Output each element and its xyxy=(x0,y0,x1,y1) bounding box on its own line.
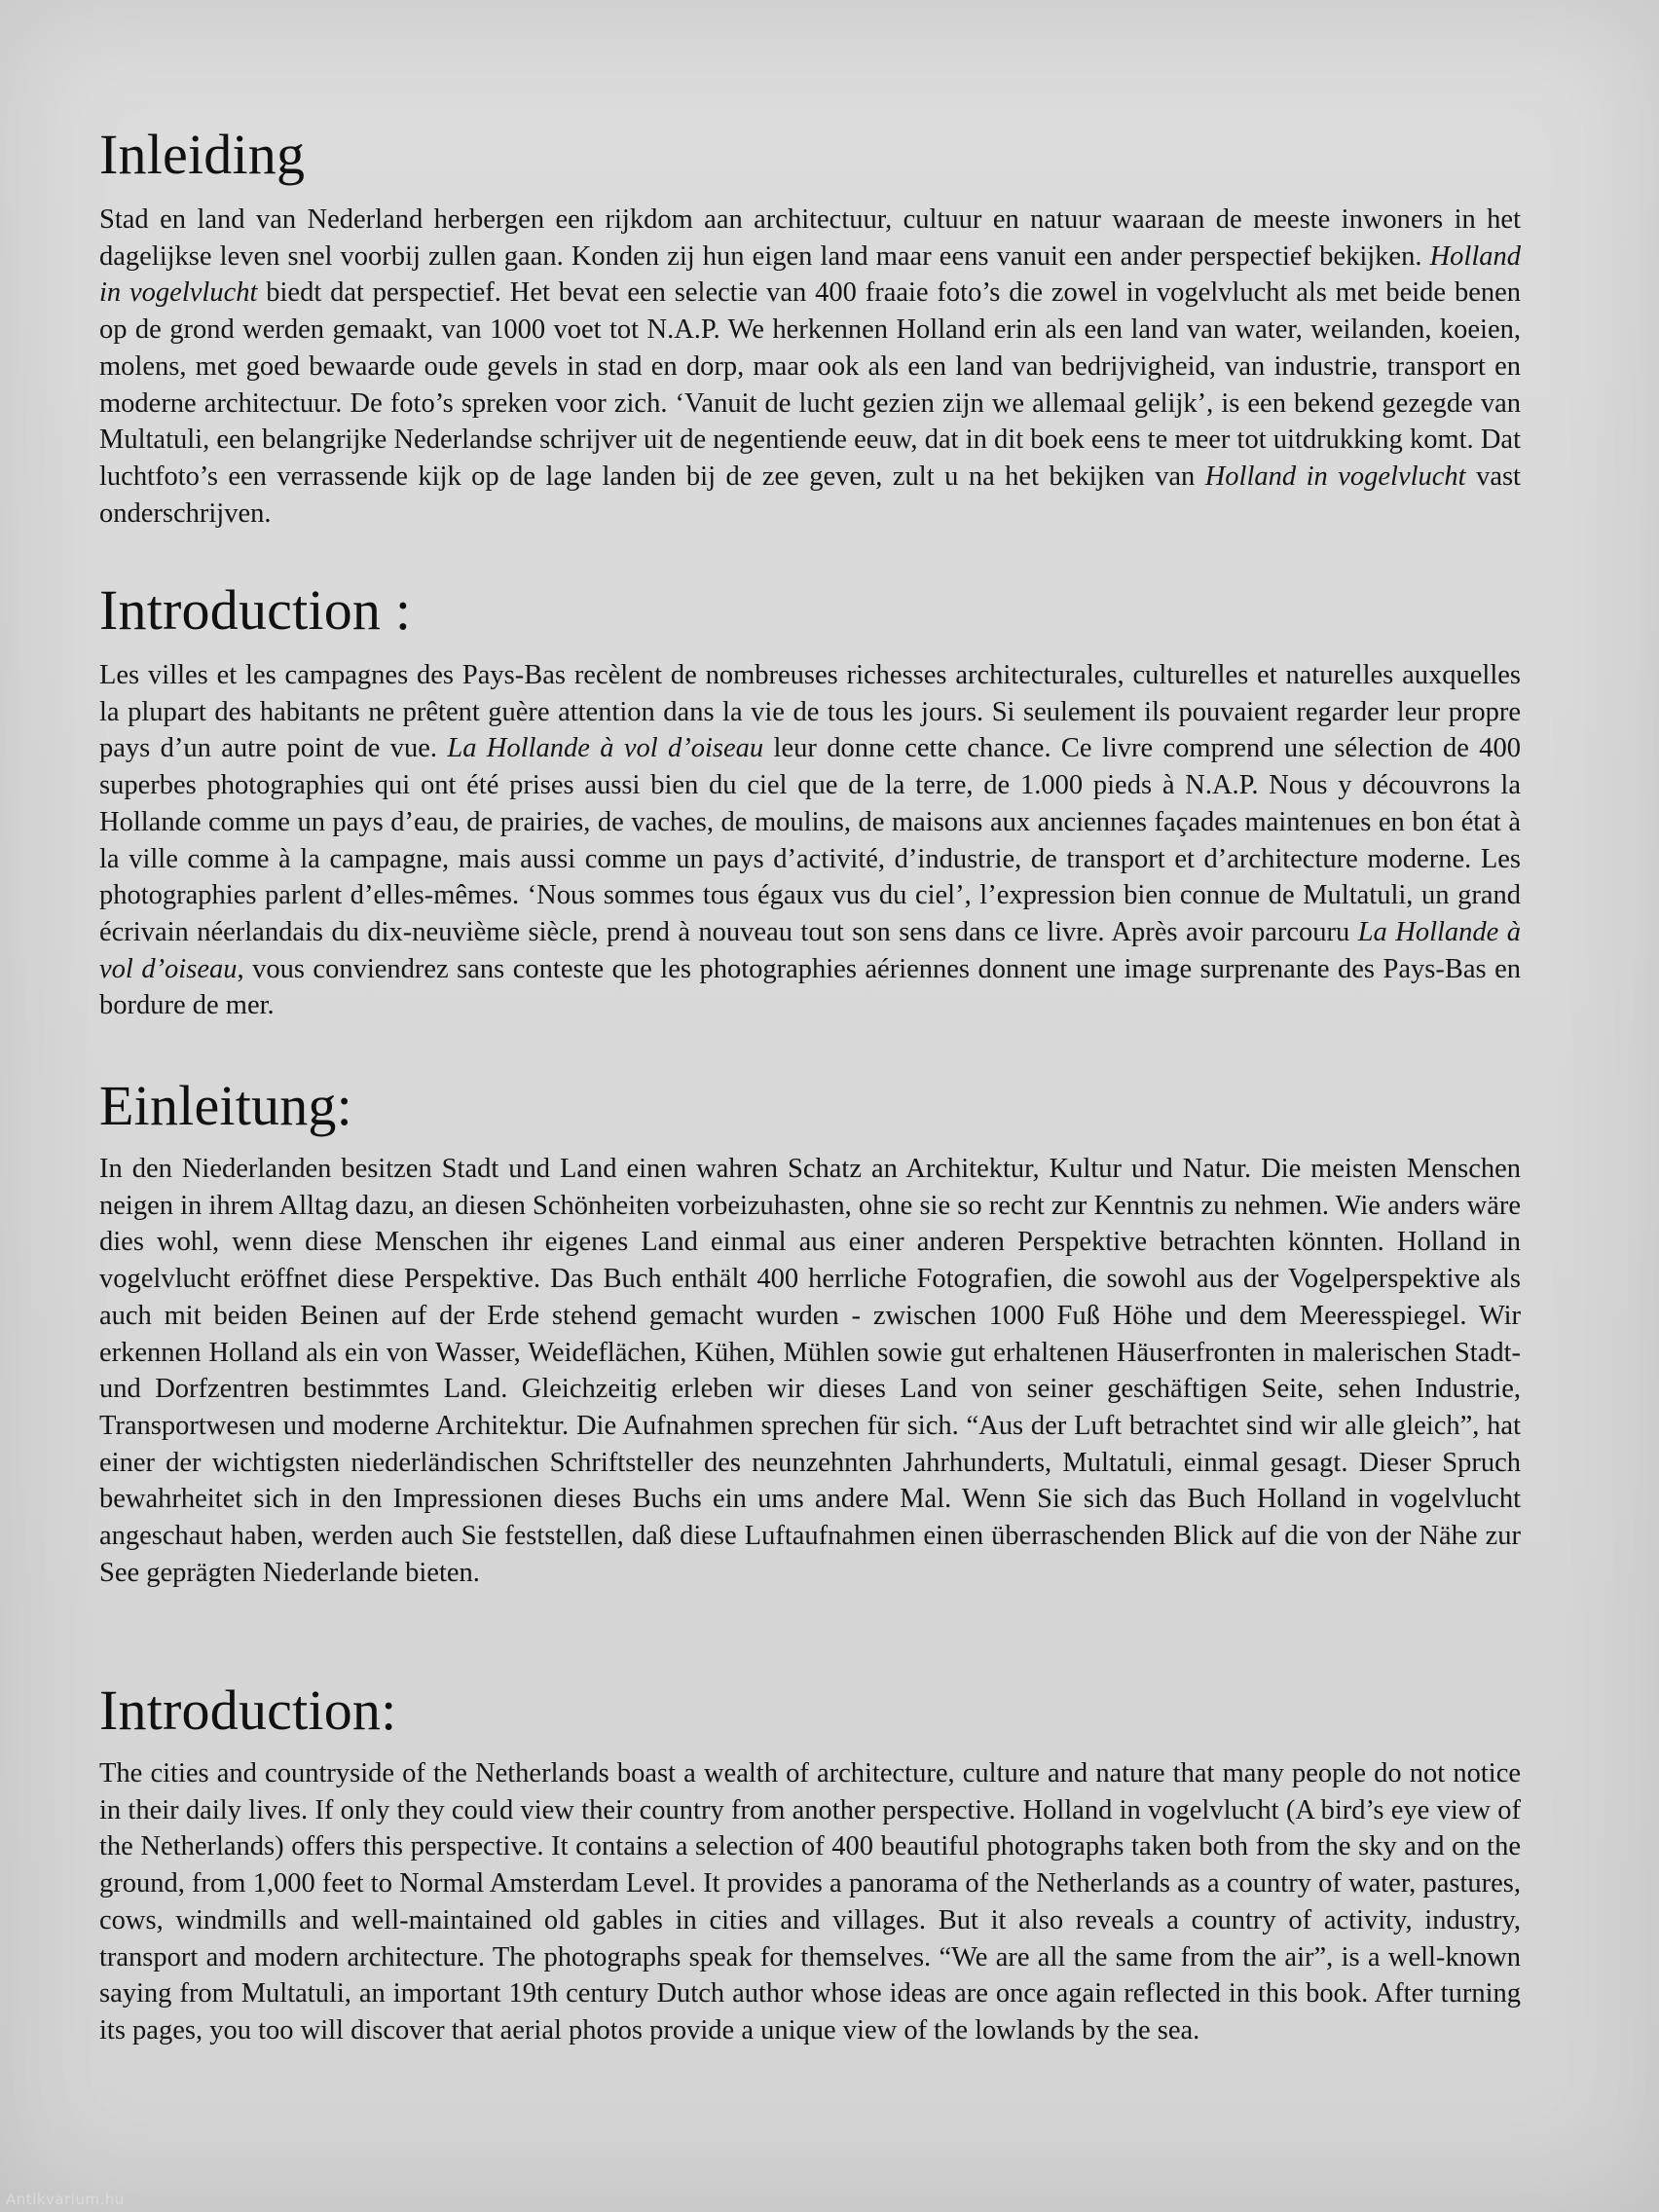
section-french xyxy=(99,578,1522,1024)
book-title: La Hollande à vol d’oiseau xyxy=(447,733,764,764)
section-english xyxy=(99,1678,1521,2049)
paragraph-german: In den Niederlanden besitzen Stadt und Land einen wahren Schatz an Architektur, Kultur und Natur. Die meisten Menschen neigen in ihrem Alltag dazu, an diesen Schönheiten vorbeizuhasten, ohne sie so recht zur Kenntnis zu nehmen. Wie anders wäre dies wohl, wenn diese Menschen ihr eigenes Land einmal aus einer anderen Perspektive betrachten könnten. Holland in vogelvlucht eröffnet diese Perspektive. Das Buch enthält 400 herrliche Fotografien, die sowohl aus der Vogelperspektive als auch mit beiden Beinen auf der Erde stehend gemacht wurden - zwischen 1000 Fuß Höhe und dem Meeresspiegel. Wir erkennen Holland als ein von Wasser, Weideflächen, Kühen, Mühlen sowie gut erhaltenen Häuserfronten in malerischen Stadt- und Dorfzentren bestimmtes Land. Gleichzeitig erleben wir dieses Land von seiner geschäftigen Seite, sehen Industrie, Transportwesen und moderne Architektur. Die Aufnahmen sprechen für sich. “Aus der Luft betrachtet sind wir alle gleich”, hat einer der wichtigsten niederländischen Schriftsteller des neunzehnten Jahrhunderts, Multatuli, einmal gesagt. Dieser Spruch bewahrheitet sich in den Impressionen dieses Buchs ein ums andere Mal. Wenn Sie sich das Buch Holland in vogelvlucht angeschaut haben, werden auch Sie feststellen, daß diese Luftaufnahmen einen überraschenden Blick auf die von der Nähe zur See geprägten Niederlande bieten. xyxy=(99,1154,1521,1588)
section-german xyxy=(99,1074,1521,1591)
text-run: biedt dat perspectief. Het bevat een selectie van 400 fraaie foto’s die zowel in vogelvlucht als met beide benen op de grond werden gemaakt, van 1000 voet tot N.A.P. We herkennen Holland erin als een land van water, weilanden, koeien, molens, met goed bewaarde oude gevels in stad en dorp, maar ook als een land van bedrijvigheid, van industrie, transport en moderne architectuur. De foto’s spreken voor zich. ‘Vanuit de lucht gezien zijn we allemaal gelijk’, is een bekend gezegde van Multatuli, een belangrijke Nederlandse schrijver uit de negentiende eeuw, dat in dit boek eens te meer tot uitdrukking komt. Dat luchtfoto’s een verrassende kijk op de lage landen bij de zee geven, zult u na het bekijken van xyxy=(99,277,1521,492)
text-run: leur donne cette chance. Ce livre comprend une sélection de 400 superbes photographies qui ont été prises aussi bien du ciel que de la terre, de 1.000 pieds à N.A.P. Nous y découvrons la Hollande comme un pays d’eau, de prairies, de vaches, de moulins, de maisons aux anciennes façades maintenues en bon état à la ville comme à la campagne, mais aussi comme un pays d’activité, d’industrie, de transport et d’architecture moderne. Les photographies parlent d’elles-mêmes. ‘Nous sommes tous égaux vus du ciel’, l’expression bien connue de Multatuli, un grand écrivain néerlandais du dix-neuvième siècle, prend à nouveau tout son sens dans ce livre. Après avoir parcouru xyxy=(99,733,1522,947)
watermark: Antikvarium.hu xyxy=(6,2191,125,2208)
text-run: , vous conviendrez sans conteste que les photographies aériennes donnent une image surprenante des Pays-Bas en bordure de mer. xyxy=(99,953,1521,1021)
book-title: Holland in vogelvlucht xyxy=(1204,461,1466,492)
heading-inleiding: Inleiding xyxy=(99,123,306,186)
heading-introduction-fr: Introduction : xyxy=(99,578,412,642)
text-run: vast onderschrijven. xyxy=(99,461,1521,529)
paragraph-french xyxy=(99,657,1521,1024)
heading-introduction-en: Introduction: xyxy=(99,1678,397,1742)
section-dutch xyxy=(99,123,1521,532)
text-run: Stad en land van Nederland herbergen een rijkdom aan architectuur, cultuur en natuur waaraan de meeste inwoners in het dagelijkse leven snel voorbij zullen gaan. Konden zij hun eigen land maar eens vanuit een ander perspectief bekijken. xyxy=(99,204,1521,272)
text-run: Les villes et les campagnes des Pays-Bas recèlent de nombreuses richesses architecturales, culturelles et naturelles auxquelles la plupart des habitants ne prêtent guère attention dans la vie de tous les jours. Si seulement ils pouvaient regarder leur propre pays d’un autre point de vue. xyxy=(99,660,1521,764)
paragraph-english: The cities and countryside of the Netherlands boast a wealth of architecture, culture and nature that many people do not notice in their daily lives. If only they could view their country from another perspective. Holland in vogelvlucht (A bird’s eye view of the Netherlands) offers this perspective. It contains a selection of 400 beautiful photographs taken both from the sky and on the ground, from 1,000 feet to Normal Amsterdam Level. It provides a panorama of the Netherlands as a country of water, pastures, cows, windmills and well-maintained old gables in cities and villages. But it also reveals a country of activity, industry, transport and modern architecture. The photographs speak for themselves. “We are all the same from the air”, is a well-known saying from Multatuli, an important 19th century Dutch author whose ideas are once again reflected in this book. After turning its pages, you too will discover that aerial photos provide a unique view of the lowlands by the sea. xyxy=(99,1758,1521,2046)
book-title: Holland in vogelvlucht xyxy=(99,240,1521,309)
heading-einleitung: Einleitung: xyxy=(99,1074,352,1137)
book-title: La Hollande à vol d’oiseau xyxy=(99,916,1522,984)
paragraph-dutch xyxy=(99,202,1521,532)
